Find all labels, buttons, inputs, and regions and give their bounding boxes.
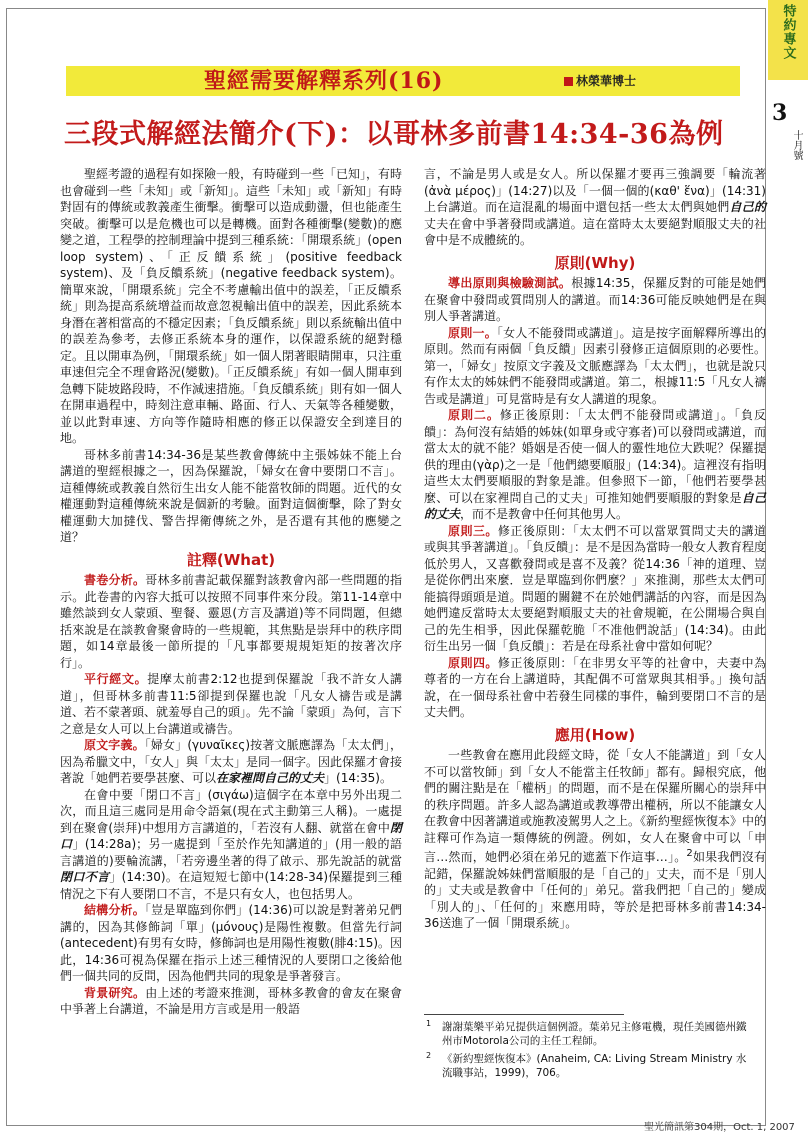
paragraph-background: 背景研究。由上述的考證來推測，哥林多教會的會友在聚會中爭著上台講道，不論是用方言或是用一般語 bbox=[60, 985, 402, 1016]
series-title: 聖經需要解釋系列(16) bbox=[204, 68, 444, 94]
right-margin bbox=[766, 0, 809, 1137]
issue-month: 十月號 bbox=[791, 130, 802, 160]
paragraph-principle-2: 原則二。修正後原則：「太太們不能發問或講道」。「負反饋」：為何沒有結婚的姊妹(如單身或守寡者)可以發問或講道，而當太太的就不能？婚姻是否使一個人的靈性地位大跌呢？保羅提供的理由(γὰρ)之一是「他們總要順服」(14:34)。這裡沒有指明這些太太們要順服的對象是誰。但參照下一節，「他們若要學甚麼、可以在家裡問自己的丈夫」可推知她們要順服的對象是自己的丈夫，而不是教會中任何其他男人。 bbox=[424, 408, 766, 521]
article-title: 三段式解經法簡介(下)：以哥林多前書14:34-36為例 bbox=[64, 119, 724, 150]
paragraph-intro: 聖經考證的過程有如探險一般，有時碰到一些「已知」，有時也會碰到一些「未知」或「新知」。這些「未知」或「新知」有時對固有的傳統或教義產生衝擊。衝擊可以造成動盪，但也能產生突破。衝擊可以是危機也可以是轉機。面對各種衝擊(變數)的應變之道，工程學的控制理論中提到三種系統：「開環系統」(open loop system)、「正反饋系統」(positive feedback system)、及「負反饋系統」(negative feedback system)。簡單來說，「開環系統」完全不考慮輸出值中的誤差，「正反饋系統」則為提高系統增益而故意忽視輸出值中的誤差，因此系統本身潛在著相當高的不穩定因素；「負反饋系統」則以系統輸出值中的誤差為參考，去修正系統本身的運作，以保證系統的絕對穩定。且以開車為例，「開環系統」如一個人閉著眼睛開車，只注重車速但完全不理會路況(變數)。「正反饋系統」有如一個人開車到急轉下陡坡路段時，不作減速措施。「負反饋系統」則有如一個人在開車過程中，時刻注意車輛、路面、行人、天氣等各種變數，並以此對車速、方向等作隨時相應的修正以保證安全到達目的地。 bbox=[60, 167, 403, 445]
right-column bbox=[424, 166, 766, 932]
paragraph-book-analysis: 書卷分析。哥林多前書記載保羅對該教會內部一些問題的指示。此卷書的內容大抵可以按照不同事件來分段。第11-14章中雖然談到女人蒙頭、聖餐、靈恩(方言及講道)等不同問題，但總括來說是在談教會聚會時的一些規範，其焦點是崇拜中的秩序問題，如14章最後一節所提的「凡事都要規規矩矩的按著次序行」。 bbox=[60, 573, 402, 670]
bullet-square-icon bbox=[564, 77, 573, 86]
page-number: 3 bbox=[772, 100, 788, 126]
footnote-2: 2 《新約聖經恢復本》(Anaheim, CA: Living Stream Ministry 水流職事站，1999)，706。 bbox=[426, 1051, 747, 1079]
author: 林榮華博士 bbox=[564, 66, 636, 96]
heading-what: 註釋(What) bbox=[186, 550, 276, 569]
paragraph-continued: 言，不論是男人或是女人。所以保羅才要再三強調要「輪流著(ἀνὰ μέρος)」(14:27)以及「一個一個的(καθ' ἕνα)」(14:31)上台講道。而在這混亂的場面中還包括一些太太們與她們自己的丈夫在會中爭著發問或講道。這在當時太太要絕對順服丈夫的社會中是不成體統的。 bbox=[424, 167, 766, 247]
paragraph-principle-derive: 導出原則與檢驗測試。根據14:35，保羅反對的可能是她們在聚會中發問或質問別人的講道。而14:36可能反映她們是在與別人爭著講道。 bbox=[424, 276, 766, 323]
paragraph-application: 一些教會在應用此段經文時，從「女人不能講道」到「女人不可以當牧師」到「女人不能當主任牧師」都有。歸根究底，他們的關注點是在「權柄」的問題，而不是在保羅所關心的崇拜中的秩序問題。許多人認為講道或教導帶出權柄，所以不能讓女人在教會中因著講道或施教凌駕男人之上。《新約聖經恢復本》中的註釋可作為這一類傳統的例證。例如，女人在聚會中可以「申言…然而，她們必須在弟兄的遮蓋下作這事…」。$^2$如果我們沒有記錯，保羅說姊妹們當順服的是「自己的」丈夫，而不是「別人的」丈夫或是教會中「任何的」弟兄。當我們把「自己的」變成「別人的」、「任何的」來應用時，等於是把哥林多前書14:34-36送進了一個「開環系統」。 bbox=[424, 748, 767, 930]
section-brand: 特約專文 bbox=[768, 0, 808, 80]
left-column bbox=[60, 166, 402, 1018]
paragraph-context: 哥林多前書14:34-36是某些教會傳統中主張姊妹不能上台講道的聖經根據之一，因為保羅說，「婦女在會中要閉口不言」。這種傳統或教義自然衍生出女人能不能當牧師的問題。近代的女權運動對這種傳統來說是個新的考驗。面對這個衝擊，除了對女權運動大加撻伐、警告捍衛傳統之外，是否還有其他的應變之道？ bbox=[60, 447, 402, 544]
footnote-divider bbox=[424, 1014, 624, 1015]
footnote-1: 1 謝謝葉樂平弟兄提供這個例證。葉弟兄主修電機，現任美國德州鐵州市Motorola公司的主任工程師。 bbox=[426, 1019, 747, 1047]
paragraph-structure: 結構分析。「豈是單臨到你們」(14:36)可以說是對著弟兄們講的，因為其修飾詞「單」(μόνους)是陽性複數。但當先行詞(antecedent)有男有女時，修飾詞也是用陽性複數(腓4:15)。因此，14:36可視為保羅在指示上述三種情況的人要閉口之後給他們一個共同的反問，因為他們共同的現象是爭著發言。 bbox=[60, 903, 403, 983]
paragraph-principle-3: 原則三。修正後原則：「太太們不可以當眾質問丈夫的講道或與其爭著講道」。「負反饋」：是不是因為當時一般女人教育程度低於男人，又喜歡發問或是喜不及義？從14:36「神的道理、豈是從你們出來麼．豈是單臨到你們麼？」來推測，那些太太們可能搞得頭頭是道。問題的關鍵不在於她們講話的內容，而是因為她們違反當時太太要絕對順服丈夫的社會規範，在公開場合與自己的先生相爭，因此保羅乾脆「不准他們說話」(14:34)。由此衍生出另一個「負反饋」：若是在母系社會中當如何呢？ bbox=[424, 523, 767, 653]
paragraph-principle-1: 原則一。「女人不能發問或講道」。這是按字面解釋所導出的原則。然而有兩個「負反饋」因素引發修正這個原則的必要性。第一，「婦女」按原文字義及文脈應譯為「太太們」，也就是說只有作太太的姊妹們不能發問或講道。第二，根據11:5「凡女人禱告或是講道」可見當時是有女人講道的現象。 bbox=[424, 325, 766, 406]
heading-why: 原則(Why) bbox=[554, 253, 636, 272]
series-banner bbox=[66, 66, 740, 96]
paragraph-word-meaning: 原文字義。「婦女」(γυναῖκες)按著文脈應譯為「太太們」，因為希臘文中，「女人」與「太太」是同一個字。因此保羅才會接著說「她們若要學甚麼、可以在家裡問自己的丈夫」(14:35)。 bbox=[60, 738, 403, 785]
heading-how: 應用(How) bbox=[554, 725, 636, 744]
footnotes bbox=[424, 1020, 754, 1084]
page-footer: 聖光簡訊第304期，Oct. 1, 2007 bbox=[644, 1122, 795, 1133]
paragraph-parallel: 平行經文。提摩太前書2:12也提到保羅說「我不許女人講道」，但哥林多前書11:5卻提到保羅也說「凡女人禱告或是講道、若不蒙著頭、就羞辱自己的頭」。先不論「蒙頭」為何，言下之意是女人可以上台講道或禱告。 bbox=[60, 672, 403, 736]
paragraph-silence: 在會中要「閉口不言」(σιγάω)這個字在本章中另外出現二次，而且這三處同是用命令語氣(現在式主動第三人稱)。一處提到在聚會(崇拜)中想用方言講道的，「若沒有人翻、就當在會中閉口」(14:28a)；另一處提到「至於作先知講道的」(用一般的語言講道的)要輪流講，「若旁邊坐著的得了啟示、那先說話的就當閉口不言」(14:30)。在這短短七節中(14:28-34)保羅提到三種情況之下有人要閉口不言，不是只有女人，也包括男人。 bbox=[60, 787, 402, 901]
paragraph-principle-4: 原則四。修正後原則：「在非男女平等的社會中，夫妻中為尊者的一方在台上講道時，其配偶不可當眾與其相爭。」換句話說，在一個母系社會中若發生同樣的事件，輪到要閉口不言的是丈夫們。 bbox=[424, 655, 766, 719]
